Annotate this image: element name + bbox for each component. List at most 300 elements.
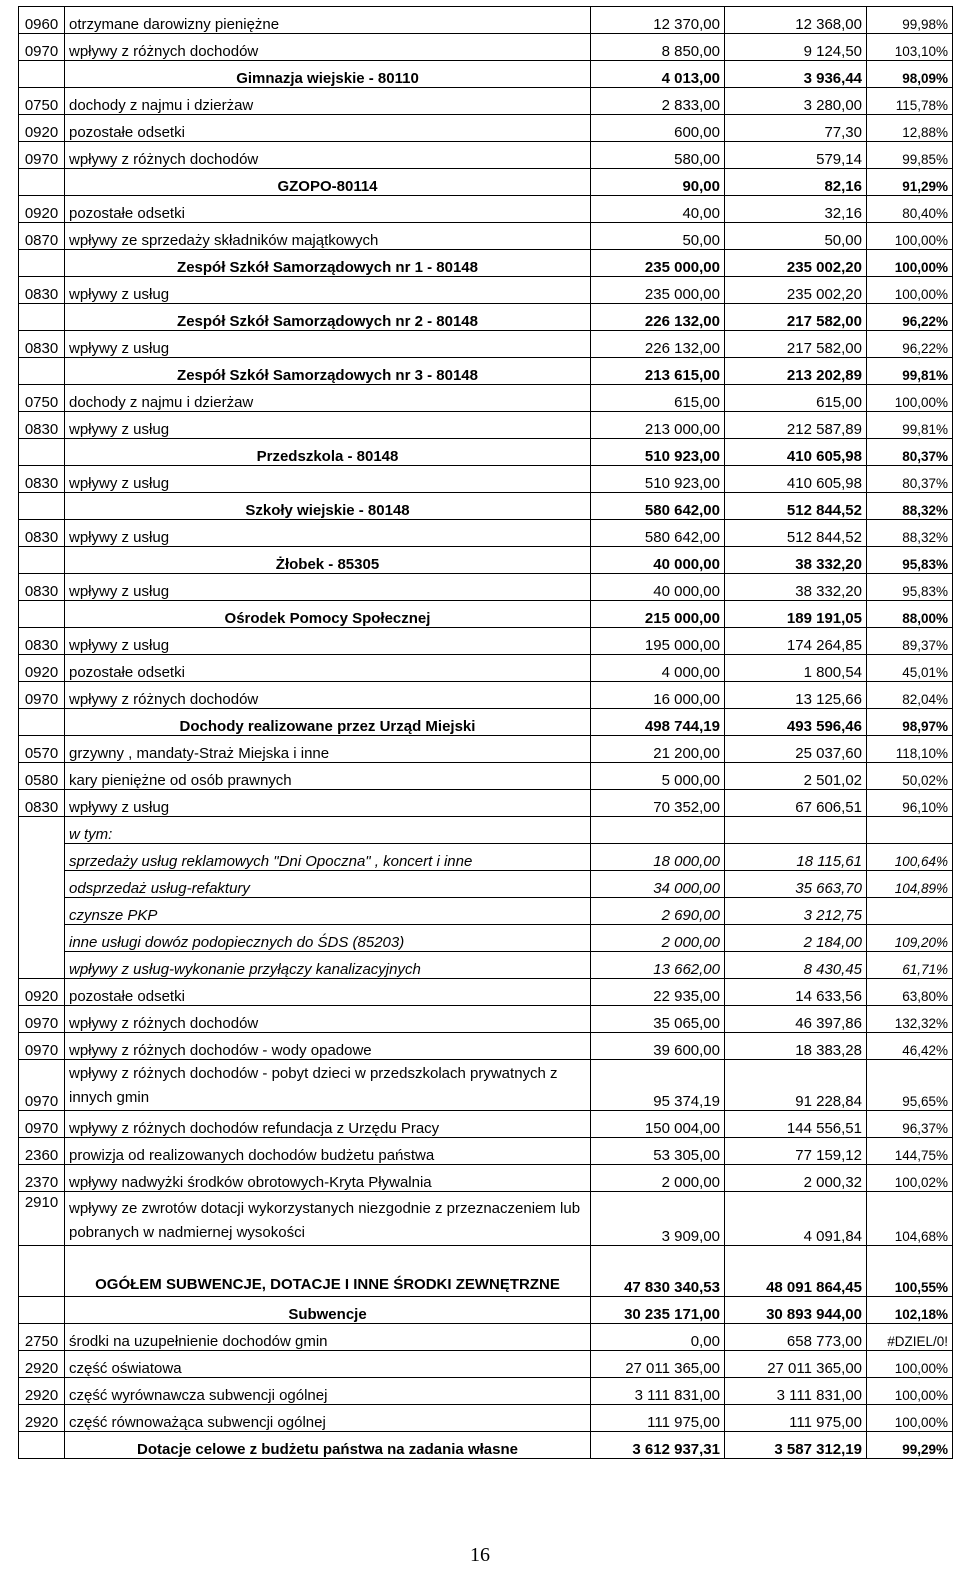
row-execution-percent [867, 898, 953, 925]
row-planned-amount: 580,00 [591, 142, 725, 169]
table-row [19, 790, 953, 817]
row-description: część równoważąca subwencji ogólnej [65, 1405, 591, 1432]
row-execution-percent: 45,01% [867, 655, 953, 682]
row-executed-amount: 217 582,00 [725, 331, 867, 358]
row-description: pozostałe odsetki [65, 196, 591, 223]
row-code: 2920 [19, 1405, 65, 1432]
row-planned-amount: 70 352,00 [591, 790, 725, 817]
row-executed-amount: 3 280,00 [725, 88, 867, 115]
row-planned-amount: 0,00 [591, 1324, 725, 1351]
row-code [19, 304, 65, 331]
row-planned-amount: 2 000,00 [591, 925, 725, 952]
row-planned-amount: 16 000,00 [591, 682, 725, 709]
row-planned-amount: 39 600,00 [591, 1033, 725, 1060]
page-number: 16 [470, 1544, 490, 1566]
table-row [19, 952, 953, 979]
row-execution-percent: 12,88% [867, 115, 953, 142]
row-execution-percent: 95,83% [867, 547, 953, 574]
table-row [19, 34, 953, 61]
row-executed-amount: 658 773,00 [725, 1324, 867, 1351]
row-planned-amount: 580 642,00 [591, 493, 725, 520]
table-row [19, 142, 953, 169]
row-code [19, 871, 65, 898]
row-executed-amount: 8 430,45 [725, 952, 867, 979]
row-description: grzywny , mandaty-Straż Miejska i inne [65, 736, 591, 763]
table-row [19, 601, 953, 628]
row-code: 0970 [19, 142, 65, 169]
row-description: dochody z najmu i dzierżaw [65, 88, 591, 115]
row-execution-percent: 96,22% [867, 304, 953, 331]
row-description: prowizja od realizowanych dochodów budżetu państwa [65, 1138, 591, 1165]
row-code [19, 547, 65, 574]
row-planned-amount: 195 000,00 [591, 628, 725, 655]
row-description: pozostałe odsetki [65, 655, 591, 682]
row-planned-amount: 2 000,00 [591, 1165, 725, 1192]
row-execution-percent: 50,02% [867, 763, 953, 790]
row-planned-amount: 34 000,00 [591, 871, 725, 898]
row-planned-amount: 8 850,00 [591, 34, 725, 61]
row-planned-amount: 18 000,00 [591, 844, 725, 871]
row-code: 0970 [19, 1033, 65, 1060]
row-planned-amount: 13 662,00 [591, 952, 725, 979]
row-code: 0580 [19, 763, 65, 790]
row-code: 0920 [19, 115, 65, 142]
row-executed-amount: 235 002,20 [725, 250, 867, 277]
table-row [19, 817, 953, 844]
row-planned-amount: 40 000,00 [591, 547, 725, 574]
row-execution-percent: 100,00% [867, 223, 953, 250]
row-executed-amount: 213 202,89 [725, 358, 867, 385]
row-code: 0970 [19, 1111, 65, 1138]
row-code: 2920 [19, 1351, 65, 1378]
row-execution-percent: 80,40% [867, 196, 953, 223]
row-execution-percent: 99,81% [867, 358, 953, 385]
table-row [19, 1432, 953, 1459]
table-row [19, 925, 953, 952]
row-planned-amount: 235 000,00 [591, 277, 725, 304]
table-row [19, 385, 953, 412]
row-code: 0830 [19, 277, 65, 304]
table-row [19, 196, 953, 223]
row-description: pozostałe odsetki [65, 979, 591, 1006]
row-execution-percent: 132,32% [867, 1006, 953, 1033]
row-execution-percent: 88,00% [867, 601, 953, 628]
table-row [19, 1324, 953, 1351]
row-execution-percent: 104,68% [867, 1192, 953, 1246]
row-executed-amount: 235 002,20 [725, 277, 867, 304]
table-row [19, 763, 953, 790]
table-row [19, 304, 953, 331]
row-executed-amount: 38 332,20 [725, 574, 867, 601]
row-executed-amount: 25 037,60 [725, 736, 867, 763]
row-executed-amount: 512 844,52 [725, 520, 867, 547]
row-execution-percent: 99,81% [867, 412, 953, 439]
row-description: Zespół Szkół Samorządowych nr 3 - 80148 [65, 358, 591, 385]
row-executed-amount: 38 332,20 [725, 547, 867, 574]
row-planned-amount: 95 374,19 [591, 1060, 725, 1111]
table-row [19, 1165, 953, 1192]
row-code: 0830 [19, 628, 65, 655]
row-description: wpływy z usług [65, 520, 591, 547]
row-code: 0830 [19, 412, 65, 439]
row-executed-amount: 18 115,61 [725, 844, 867, 871]
row-code [19, 952, 65, 979]
row-execution-percent: 99,29% [867, 1432, 953, 1459]
row-description: środki na uzupełnienie dochodów gmin [65, 1324, 591, 1351]
row-execution-percent: 88,32% [867, 493, 953, 520]
row-planned-amount: 47 830 340,53 [591, 1246, 725, 1297]
table-row [19, 979, 953, 1006]
row-execution-percent: 96,22% [867, 331, 953, 358]
row-executed-amount: 144 556,51 [725, 1111, 867, 1138]
row-code: 0830 [19, 520, 65, 547]
row-executed-amount: 91 228,84 [725, 1060, 867, 1111]
row-execution-percent: 109,20% [867, 925, 953, 952]
row-planned-amount: 600,00 [591, 115, 725, 142]
row-code: 2920 [19, 1378, 65, 1405]
row-description: odsprzedaż usług-refaktury [65, 871, 591, 898]
row-executed-amount: 2 184,00 [725, 925, 867, 952]
table-row [19, 520, 953, 547]
table-row [19, 61, 953, 88]
row-execution-percent [867, 817, 953, 844]
row-description: wpływy z usług [65, 331, 591, 358]
row-code [19, 817, 65, 844]
row-execution-percent: 118,10% [867, 736, 953, 763]
row-planned-amount: 3 612 937,31 [591, 1432, 725, 1459]
row-description: wpływy z usług [65, 574, 591, 601]
row-executed-amount: 189 191,05 [725, 601, 867, 628]
row-planned-amount [591, 817, 725, 844]
row-code [19, 709, 65, 736]
row-planned-amount: 12 370,00 [591, 7, 725, 34]
row-planned-amount: 150 004,00 [591, 1111, 725, 1138]
row-executed-amount: 82,16 [725, 169, 867, 196]
table-row [19, 655, 953, 682]
table-row [19, 871, 953, 898]
row-planned-amount: 3 111 831,00 [591, 1378, 725, 1405]
row-description: wpływy z usług [65, 412, 591, 439]
row-executed-amount: 410 605,98 [725, 439, 867, 466]
row-description: czynsze PKP [65, 898, 591, 925]
row-executed-amount: 410 605,98 [725, 466, 867, 493]
row-execution-percent: 144,75% [867, 1138, 953, 1165]
row-code [19, 61, 65, 88]
table-row [19, 1192, 953, 1246]
row-execution-percent: 82,04% [867, 682, 953, 709]
row-code [19, 898, 65, 925]
row-description: wpływy z usług-wykonanie przyłączy kanalizacyjnych [65, 952, 591, 979]
row-planned-amount: 213 615,00 [591, 358, 725, 385]
row-description: Zespół Szkół Samorządowych nr 1 - 80148 [65, 250, 591, 277]
table-row [19, 466, 953, 493]
row-execution-percent: 98,09% [867, 61, 953, 88]
row-executed-amount: 493 596,46 [725, 709, 867, 736]
row-description: wpływy z różnych dochodów [65, 1006, 591, 1033]
table-row [19, 709, 953, 736]
row-planned-amount: 53 305,00 [591, 1138, 725, 1165]
row-executed-amount: 12 368,00 [725, 7, 867, 34]
row-execution-percent: 104,89% [867, 871, 953, 898]
row-executed-amount: 77 159,12 [725, 1138, 867, 1165]
row-execution-percent: 96,10% [867, 790, 953, 817]
row-execution-percent: 100,55% [867, 1246, 953, 1297]
row-executed-amount: 32,16 [725, 196, 867, 223]
row-planned-amount: 35 065,00 [591, 1006, 725, 1033]
row-planned-amount: 21 200,00 [591, 736, 725, 763]
row-execution-percent: 96,37% [867, 1111, 953, 1138]
row-code [19, 169, 65, 196]
row-code: 0830 [19, 574, 65, 601]
row-description: w tym: [65, 817, 591, 844]
row-code: 0830 [19, 331, 65, 358]
row-description: wpływy z różnych dochodów [65, 34, 591, 61]
row-execution-percent: 100,00% [867, 1351, 953, 1378]
row-code [19, 1432, 65, 1459]
row-executed-amount: 13 125,66 [725, 682, 867, 709]
row-planned-amount: 4 013,00 [591, 61, 725, 88]
row-executed-amount: 3 212,75 [725, 898, 867, 925]
row-execution-percent: 89,37% [867, 628, 953, 655]
row-code [19, 601, 65, 628]
table-row [19, 358, 953, 385]
row-execution-percent: 100,00% [867, 277, 953, 304]
row-description: otrzymane darowizny pieniężne [65, 7, 591, 34]
row-execution-percent: 100,00% [867, 1378, 953, 1405]
row-planned-amount: 226 132,00 [591, 304, 725, 331]
table-row [19, 1138, 953, 1165]
table-row [19, 115, 953, 142]
row-planned-amount: 27 011 365,00 [591, 1351, 725, 1378]
row-description: wpływy ze zwrotów dotacji wykorzystanych niezgodnie z przeznaczeniem lub pobranych w nadmiernej wysokości [65, 1192, 591, 1246]
table-row [19, 169, 953, 196]
table-row [19, 1111, 953, 1138]
row-planned-amount: 510 923,00 [591, 439, 725, 466]
row-executed-amount: 4 091,84 [725, 1192, 867, 1246]
row-planned-amount: 50,00 [591, 223, 725, 250]
row-executed-amount [725, 817, 867, 844]
row-planned-amount: 90,00 [591, 169, 725, 196]
row-code: 0970 [19, 682, 65, 709]
row-code: 0570 [19, 736, 65, 763]
row-planned-amount: 226 132,00 [591, 331, 725, 358]
table-row [19, 1351, 953, 1378]
row-execution-percent: 102,18% [867, 1297, 953, 1324]
row-description: wpływy nadwyżki środków obrotowych-Kryta Pływalnia [65, 1165, 591, 1192]
table-row [19, 898, 953, 925]
row-executed-amount: 48 091 864,45 [725, 1246, 867, 1297]
row-execution-percent: 103,10% [867, 34, 953, 61]
table-row [19, 7, 953, 34]
table-row [19, 844, 953, 871]
row-code: 0920 [19, 196, 65, 223]
row-executed-amount: 174 264,85 [725, 628, 867, 655]
row-execution-percent: 63,80% [867, 979, 953, 1006]
row-code: 2750 [19, 1324, 65, 1351]
row-executed-amount: 3 936,44 [725, 61, 867, 88]
row-description: wpływy z różnych dochodów - wody opadowe [65, 1033, 591, 1060]
table-body [19, 7, 953, 1459]
row-description: inne usługi dowóz podopiecznych do ŚDS (85203) [65, 925, 591, 952]
row-code [19, 844, 65, 871]
row-description: Przedszkola - 80148 [65, 439, 591, 466]
row-description: dochody z najmu i dzierżaw [65, 385, 591, 412]
row-description: wpływy z usług [65, 628, 591, 655]
row-planned-amount: 235 000,00 [591, 250, 725, 277]
table-row [19, 736, 953, 763]
row-execution-percent: 95,83% [867, 574, 953, 601]
row-executed-amount: 615,00 [725, 385, 867, 412]
table-row [19, 628, 953, 655]
table-row [19, 1060, 953, 1111]
row-description: Subwencje [65, 1297, 591, 1324]
row-planned-amount: 615,00 [591, 385, 725, 412]
row-description: Żłobek - 85305 [65, 547, 591, 574]
row-execution-percent: 100,00% [867, 250, 953, 277]
row-code [19, 925, 65, 952]
row-code [19, 1297, 65, 1324]
row-description: wpływy z usług [65, 790, 591, 817]
row-code: 0920 [19, 979, 65, 1006]
row-executed-amount: 9 124,50 [725, 34, 867, 61]
row-execution-percent: 80,37% [867, 466, 953, 493]
row-executed-amount: 3 587 312,19 [725, 1432, 867, 1459]
row-description: sprzedaży usług reklamowych "Dni Opoczna" , koncert i inne [65, 844, 591, 871]
row-description: wpływy z różnych dochodów - pobyt dzieci w przedszkolach prywatnych z innych gmin [65, 1060, 591, 1111]
table-row [19, 1006, 953, 1033]
row-executed-amount: 46 397,86 [725, 1006, 867, 1033]
row-executed-amount: 512 844,52 [725, 493, 867, 520]
row-description: wpływy z różnych dochodów [65, 142, 591, 169]
row-code [19, 493, 65, 520]
row-planned-amount: 2 833,00 [591, 88, 725, 115]
row-executed-amount: 18 383,28 [725, 1033, 867, 1060]
row-planned-amount: 213 000,00 [591, 412, 725, 439]
row-description: pozostałe odsetki [65, 115, 591, 142]
table-row [19, 1405, 953, 1432]
row-executed-amount: 30 893 944,00 [725, 1297, 867, 1324]
table-row [19, 682, 953, 709]
table-row [19, 331, 953, 358]
row-planned-amount: 215 000,00 [591, 601, 725, 628]
row-code [19, 439, 65, 466]
row-description: Ośrodek Pomocy Społecznej [65, 601, 591, 628]
row-code: 0960 [19, 7, 65, 34]
row-executed-amount: 111 975,00 [725, 1405, 867, 1432]
row-description: Zespół Szkół Samorządowych nr 2 - 80148 [65, 304, 591, 331]
row-description: wpływy z usług [65, 277, 591, 304]
row-code: 0870 [19, 223, 65, 250]
row-code [19, 1246, 65, 1297]
row-code: 0920 [19, 655, 65, 682]
row-code: 0750 [19, 88, 65, 115]
row-planned-amount: 111 975,00 [591, 1405, 725, 1432]
table-row [19, 250, 953, 277]
row-executed-amount: 35 663,70 [725, 871, 867, 898]
row-execution-percent: 100,00% [867, 1405, 953, 1432]
row-execution-percent: 115,78% [867, 88, 953, 115]
row-description: wpływy z różnych dochodów [65, 682, 591, 709]
row-code: 0970 [19, 1060, 65, 1111]
row-execution-percent: 100,00% [867, 385, 953, 412]
row-execution-percent: 91,29% [867, 169, 953, 196]
table-row [19, 547, 953, 574]
row-executed-amount: 14 633,56 [725, 979, 867, 1006]
row-executed-amount: 27 011 365,00 [725, 1351, 867, 1378]
row-code: 2370 [19, 1165, 65, 1192]
row-planned-amount: 22 935,00 [591, 979, 725, 1006]
row-planned-amount: 40 000,00 [591, 574, 725, 601]
row-code: 0750 [19, 385, 65, 412]
row-code [19, 250, 65, 277]
row-execution-percent: #DZIEL/0! [867, 1324, 953, 1351]
table-row [19, 1033, 953, 1060]
table-row [19, 88, 953, 115]
row-description: część oświatowa [65, 1351, 591, 1378]
row-execution-percent: 98,97% [867, 709, 953, 736]
table-row [19, 439, 953, 466]
table-row [19, 1378, 953, 1405]
table-row [19, 1297, 953, 1324]
row-planned-amount: 580 642,00 [591, 520, 725, 547]
row-execution-percent: 61,71% [867, 952, 953, 979]
row-code: 2360 [19, 1138, 65, 1165]
row-execution-percent: 100,02% [867, 1165, 953, 1192]
row-planned-amount: 30 235 171,00 [591, 1297, 725, 1324]
row-executed-amount: 579,14 [725, 142, 867, 169]
row-description: Gimnazja wiejskie - 80110 [65, 61, 591, 88]
row-execution-percent: 80,37% [867, 439, 953, 466]
table-row [19, 277, 953, 304]
row-planned-amount: 40,00 [591, 196, 725, 223]
row-execution-percent: 100,64% [867, 844, 953, 871]
row-executed-amount: 67 606,51 [725, 790, 867, 817]
row-executed-amount: 212 587,89 [725, 412, 867, 439]
row-executed-amount: 3 111 831,00 [725, 1378, 867, 1405]
table-row [19, 1246, 953, 1297]
row-planned-amount: 5 000,00 [591, 763, 725, 790]
row-description: część wyrównawcza subwencji ogólnej [65, 1378, 591, 1405]
row-executed-amount: 50,00 [725, 223, 867, 250]
row-description: wpływy ze sprzedaży składników majątkowych [65, 223, 591, 250]
row-code: 0970 [19, 34, 65, 61]
row-code: 0970 [19, 1006, 65, 1033]
table-row [19, 574, 953, 601]
row-description: Szkoły wiejskie - 80148 [65, 493, 591, 520]
row-description: kary pieniężne od osób prawnych [65, 763, 591, 790]
table-row [19, 223, 953, 250]
row-description: Dochody realizowane przez Urząd Miejski [65, 709, 591, 736]
row-code [19, 358, 65, 385]
row-execution-percent: 99,85% [867, 142, 953, 169]
row-code: 2910 [19, 1192, 65, 1246]
row-executed-amount: 1 800,54 [725, 655, 867, 682]
row-planned-amount: 3 909,00 [591, 1192, 725, 1246]
row-description: GZOPO-80114 [65, 169, 591, 196]
row-executed-amount: 217 582,00 [725, 304, 867, 331]
row-execution-percent: 95,65% [867, 1060, 953, 1111]
budget-income-table-section [18, 6, 952, 1459]
row-description: OGÓŁEM SUBWENCJE, DOTACJE I INNE ŚRODKI ZEWNĘTRZNE [65, 1246, 591, 1297]
row-code: 0830 [19, 790, 65, 817]
budget-income-table [18, 6, 953, 1459]
table-row [19, 412, 953, 439]
row-planned-amount: 498 744,19 [591, 709, 725, 736]
row-description: wpływy z usług [65, 466, 591, 493]
row-planned-amount: 4 000,00 [591, 655, 725, 682]
row-planned-amount: 2 690,00 [591, 898, 725, 925]
row-executed-amount: 77,30 [725, 115, 867, 142]
